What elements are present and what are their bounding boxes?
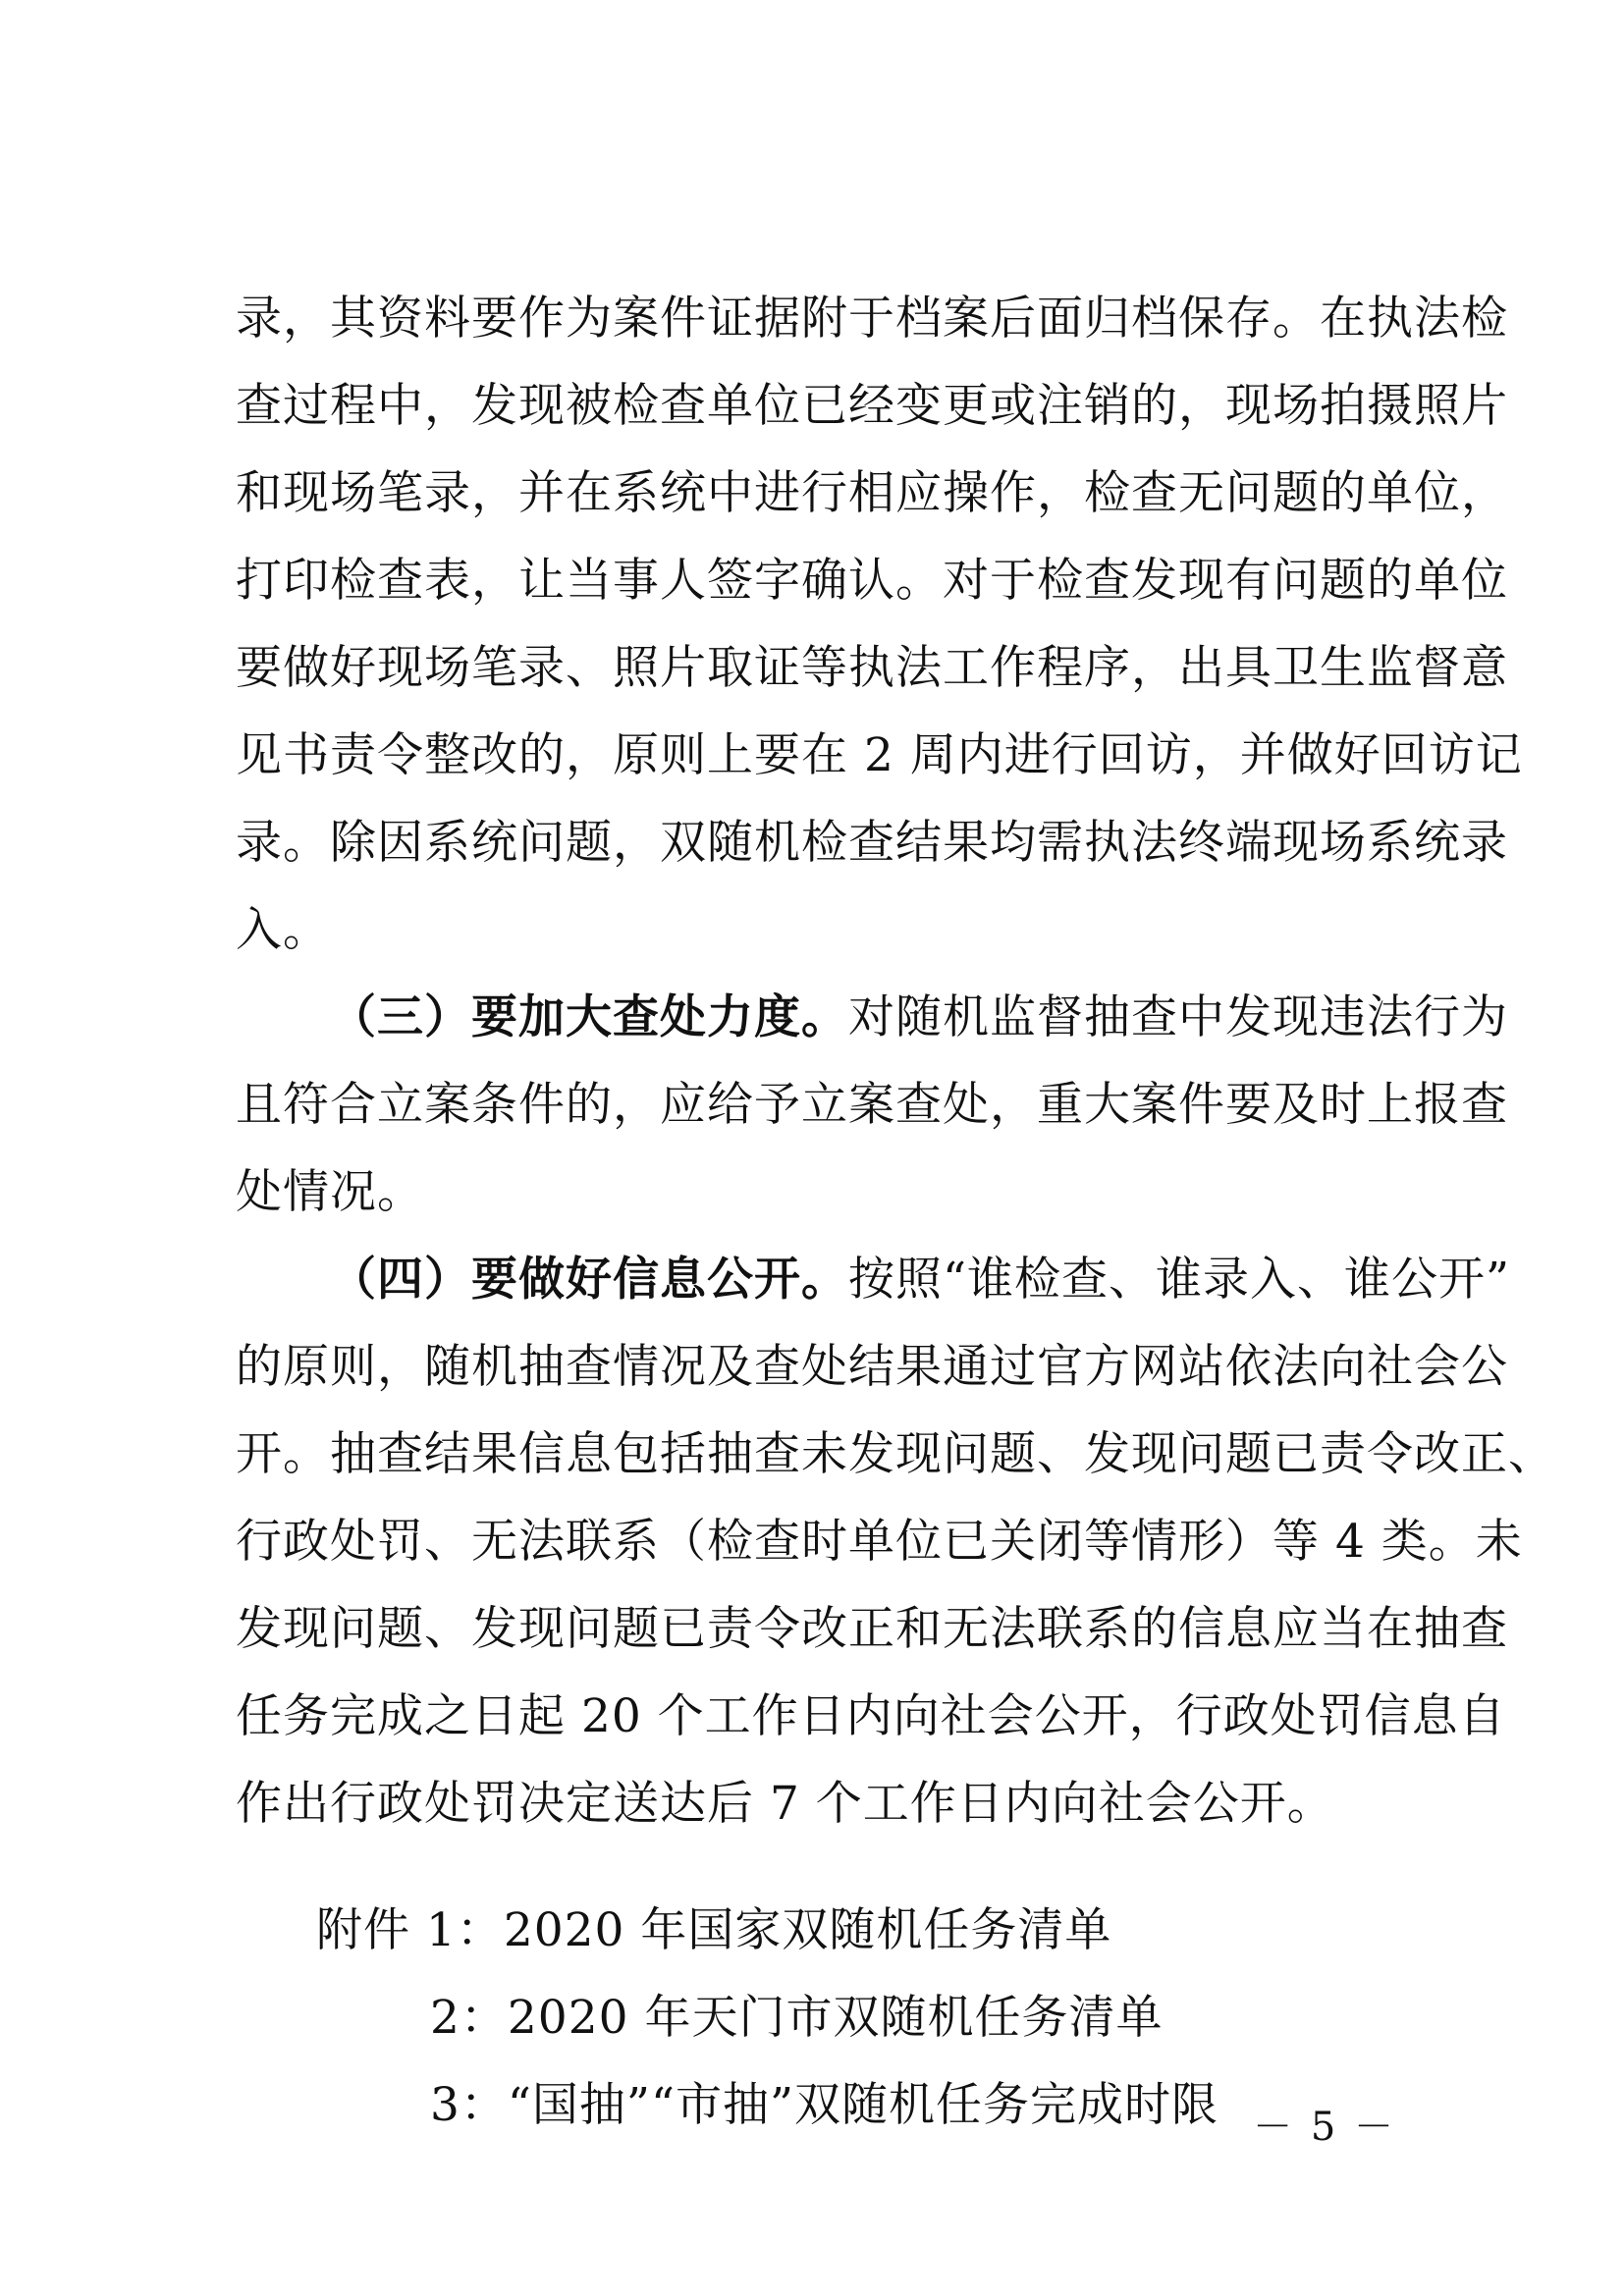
page-number: － 5 － — [1253, 2105, 1396, 2150]
attachment-item-1-title: 2020 年国家双随机任务清单 — [503, 1903, 1112, 1957]
section-3-first-line — [330, 988, 1508, 1047]
section-4-line: 的原则，随机抽查情况及查处结果通过官方网站依法向社会公 — [236, 1340, 1508, 1394]
attachment-item-2 — [430, 1989, 1163, 2048]
attachment-item-2-number: 2： — [430, 1991, 508, 2045]
body-line: 录。除因系统问题，双随机检查结果均需执法终端现场系统录 — [236, 816, 1508, 870]
section-4-line: 发现问题、发现问题已责令改正和无法联系的信息应当在抽查 — [236, 1602, 1508, 1656]
attachment-item-2-title: 2020 年天门市双随机任务清单 — [507, 1991, 1164, 2045]
attachment-item-1 — [316, 1901, 1111, 1960]
body-line: 要做好现场笔录、照片取证等执法工作程序，出具卫生监督意 — [236, 641, 1508, 695]
section-4-heading: （四）要做好信息公开。 — [330, 1253, 848, 1307]
section-4-line: 作出行政处罚决定送达后 7 个工作日内向社会公开。 — [236, 1777, 1334, 1831]
section-4-first-line — [330, 1251, 1511, 1309]
body-line: 入。 — [236, 903, 330, 957]
section-4-line: 开。抽查结果信息包括抽查未发现问题、发现问题已责令改正、 — [236, 1427, 1555, 1481]
body-line: 录，其资料要作为案件证据附于档案后面归档保存。在执法检 — [236, 292, 1508, 346]
attachment-item-3-title: “国抽”“市抽”双随机任务完成时限 — [507, 2078, 1219, 2132]
body-line: 和现场笔录，并在系统中进行相应操作，检查无问题的单位， — [236, 466, 1508, 520]
section-3-first-line-text: 对随机监督抽查中发现违法行为 — [848, 990, 1508, 1044]
body-line: 查过程中，发现被检查单位已经变更或注销的，现场拍摄照片 — [236, 379, 1508, 433]
section-4-line: 行政处罚、无法联系（检查时单位已关闭等情形）等 4 类。未 — [236, 1515, 1523, 1569]
section-3-heading: （三）要加大查处力度。 — [330, 990, 848, 1044]
section-3-line: 且符合立案条件的，应给予立案查处，重大案件要及时上报查 — [236, 1078, 1508, 1132]
section-3-line: 处情况。 — [236, 1165, 424, 1219]
body-line: 打印检查表，让当事人签字确认。对于检查发现有问题的单位 — [236, 554, 1508, 608]
section-4-line: 任务完成之日起 20 个工作日内向社会公开，行政处罚信息自 — [236, 1689, 1506, 1743]
body-line: 见书责令整改的，原则上要在 2 周内进行回访，并做好回访记 — [236, 728, 1523, 782]
section-4-first-line-text: 按照“谁检查、谁录入、谁公开” — [848, 1253, 1511, 1307]
attachment-item-3 — [430, 2076, 1218, 2135]
attachment-label: 附件 1： — [316, 1903, 504, 1957]
attachment-item-3-number: 3： — [430, 2078, 508, 2132]
